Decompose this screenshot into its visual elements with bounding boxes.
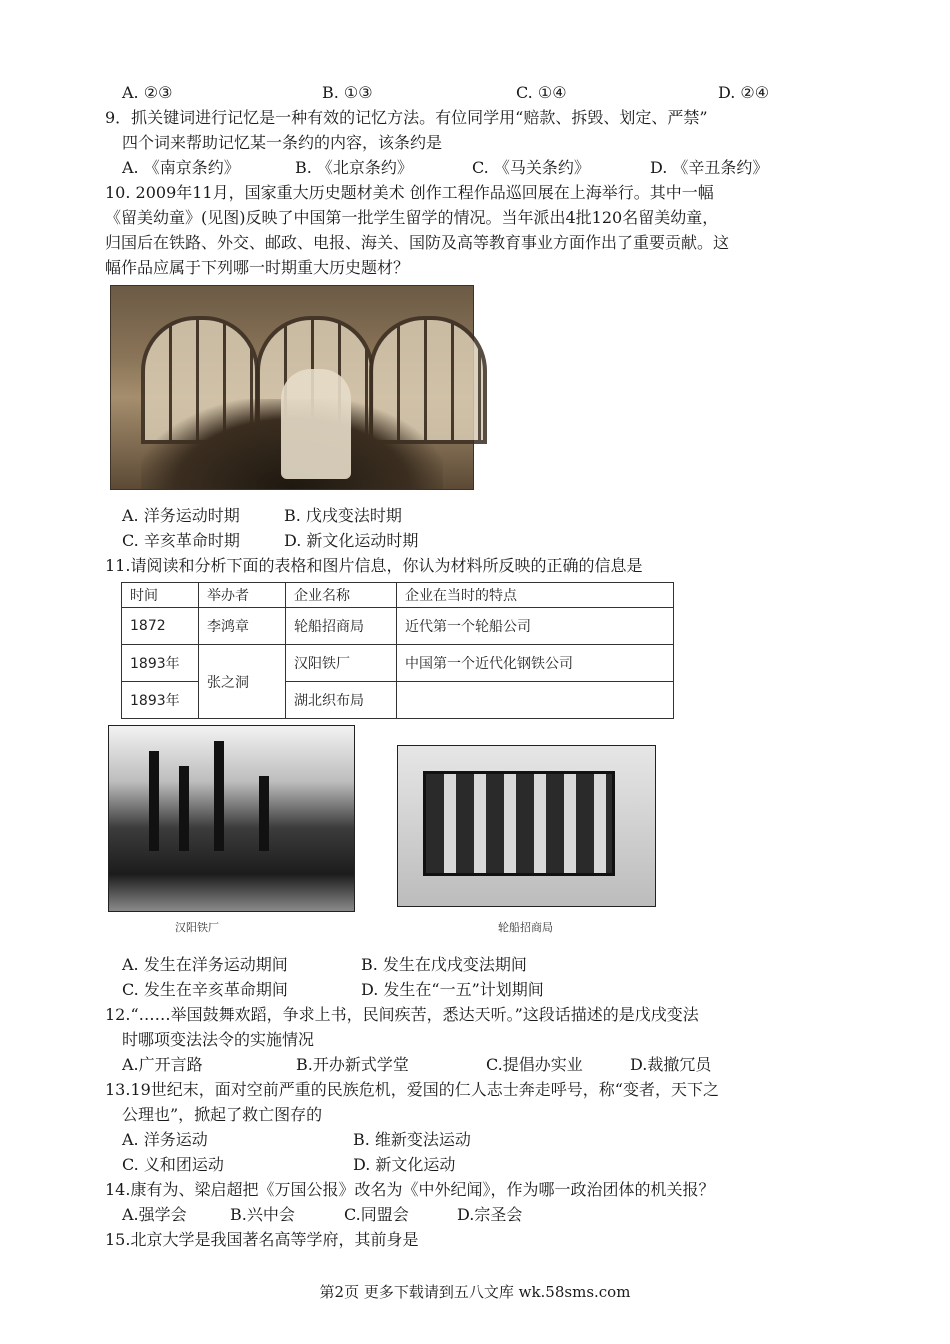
q9-stem-line2: 四个词来帮助记忆某一条约的内容，该条约是 [122,133,443,152]
table-cell [397,682,674,719]
q11-option-c: C. 发生在辛亥革命期间 [122,980,288,999]
table-cell: 近代第一个轮船公司 [397,608,674,645]
table-header-cell: 举办者 [199,583,286,608]
q13-stem-line2: 公理也”，掀起了救亡图存的 [122,1105,323,1124]
q9-option-d: D. 《辛丑条约》 [650,158,769,177]
q14-option-a: A.强学会 [122,1205,187,1224]
china-merchants-caption: 轮船招商局 [498,921,553,934]
q11-option-a: A. 发生在洋务运动期间 [122,955,288,974]
q8-option-d: D. ②④ [718,83,770,102]
q13-option-a: A. 洋务运动 [122,1130,208,1149]
q12-stem-line2: 时哪项变法法令的实施情况 [122,1030,315,1049]
q13-stem-line1: 13.19世纪末，面对空前严重的民族危机，爱国的仁人志士奔走呼号，称“变者，天下之 [105,1080,719,1099]
q10-stem-line2: 《留美幼童》(见图)反映了中国第一批学生留学的情况。当年派出4批120名留美幼童， [105,208,719,227]
q13-option-b: B. 维新变法运动 [353,1130,471,1149]
table-row [122,645,674,682]
q9-option-a: A. 《南京条约》 [122,158,240,177]
q11-stem-line1: 11.请阅读和分析下面的表格和图片信息，你认为材料所反映的正确的信息是 [105,556,643,575]
page-footer: 第2页 更多下载请到五八文库 wk.58sms.com [319,1283,631,1301]
table-cell: 李鸿章 [199,608,286,645]
hanyang-ironworks-photo [108,725,355,912]
q10-option-c: C. 辛亥革命时期 [122,531,240,550]
table-cell: 汉阳铁厂 [286,645,397,682]
q11-option-b: B. 发生在戊戌变法期间 [361,955,527,974]
q10-stem-line1: 10. 2009年11月，国家重大历史题材美术 创作工程作品巡回展在上海举行。其中一幅 [105,183,714,202]
enterprise-table [121,582,674,719]
q15-stem-line1: 15.北京大学是我国著名高等学府，其前身是 [105,1230,419,1249]
q14-option-d: D.宗圣会 [457,1205,523,1224]
q10-option-b: B. 戊戌变法时期 [284,506,402,525]
table-cell: 轮船招商局 [286,608,397,645]
table-cell: 湖北织布局 [286,682,397,719]
q11-option-d: D. 发生在“一五”计划期间 [361,980,544,999]
q14-option-c: C.同盟会 [344,1205,409,1224]
q9-stem-line1: 9．抓关键词进行记忆是一种有效的记忆方法。有位同学用“赔款、拆毁、划定、严禁” [105,108,708,127]
q10-stem-line4: 幅作品应属于下列哪一时期重大历史题材？ [105,258,410,277]
q9-option-b: B. 《北京条约》 [295,158,413,177]
q12-option-c: C.提倡办实业 [486,1055,583,1074]
q9-option-c: C. 《马关条约》 [472,158,590,177]
table-header-cell: 时间 [122,583,199,608]
q13-option-c: C. 义和团运动 [122,1155,224,1174]
table-cell: 中国第一个近代化钢铁公司 [397,645,674,682]
table-cell: 1872 [122,608,199,645]
q14-stem-line1: 14.康有为、梁启超把《万国公报》改名为《中外纪闻》，作为哪一政治团体的机关报？ [105,1180,715,1199]
table-header-cell: 企业在当时的特点 [397,583,674,608]
q14-option-b: B.兴中会 [230,1205,295,1224]
q12-stem-line1: 12.“……举国鼓舞欢蹈，争求上书，民间疾苦，悉达天听。”这段话描述的是戊戌变法 [105,1005,699,1024]
q10-stem-line3: 归国后在铁路、外交、邮政、电报、海关、国防及高等教育事业方面作出了重要贡献。这 [105,233,730,252]
china-merchants-photo [397,745,656,907]
q13-option-d: D. 新文化运动 [353,1155,456,1174]
liumei-youtong-painting [110,285,474,490]
q12-option-a: A.广开言路 [122,1055,203,1074]
hanyang-ironworks-caption: 汉阳铁厂 [175,921,219,934]
q12-option-b: B.开办新式学堂 [296,1055,409,1074]
table-cell: 1893年 [122,645,199,682]
table-header-row [122,583,674,608]
q8-option-c: C. ①④ [516,83,567,102]
table-header-cell: 企业名称 [286,583,397,608]
table-row [122,608,674,645]
table-cell: 张之洞 [199,645,286,719]
q10-option-d: D. 新文化运动时期 [284,531,419,550]
table-cell: 1893年 [122,682,199,719]
q12-option-d: D.裁撤冗员 [630,1055,712,1074]
q10-option-a: A. 洋务运动时期 [122,506,240,525]
q8-option-a: A. ②③ [122,83,173,102]
q8-option-b: B. ①③ [322,83,373,102]
